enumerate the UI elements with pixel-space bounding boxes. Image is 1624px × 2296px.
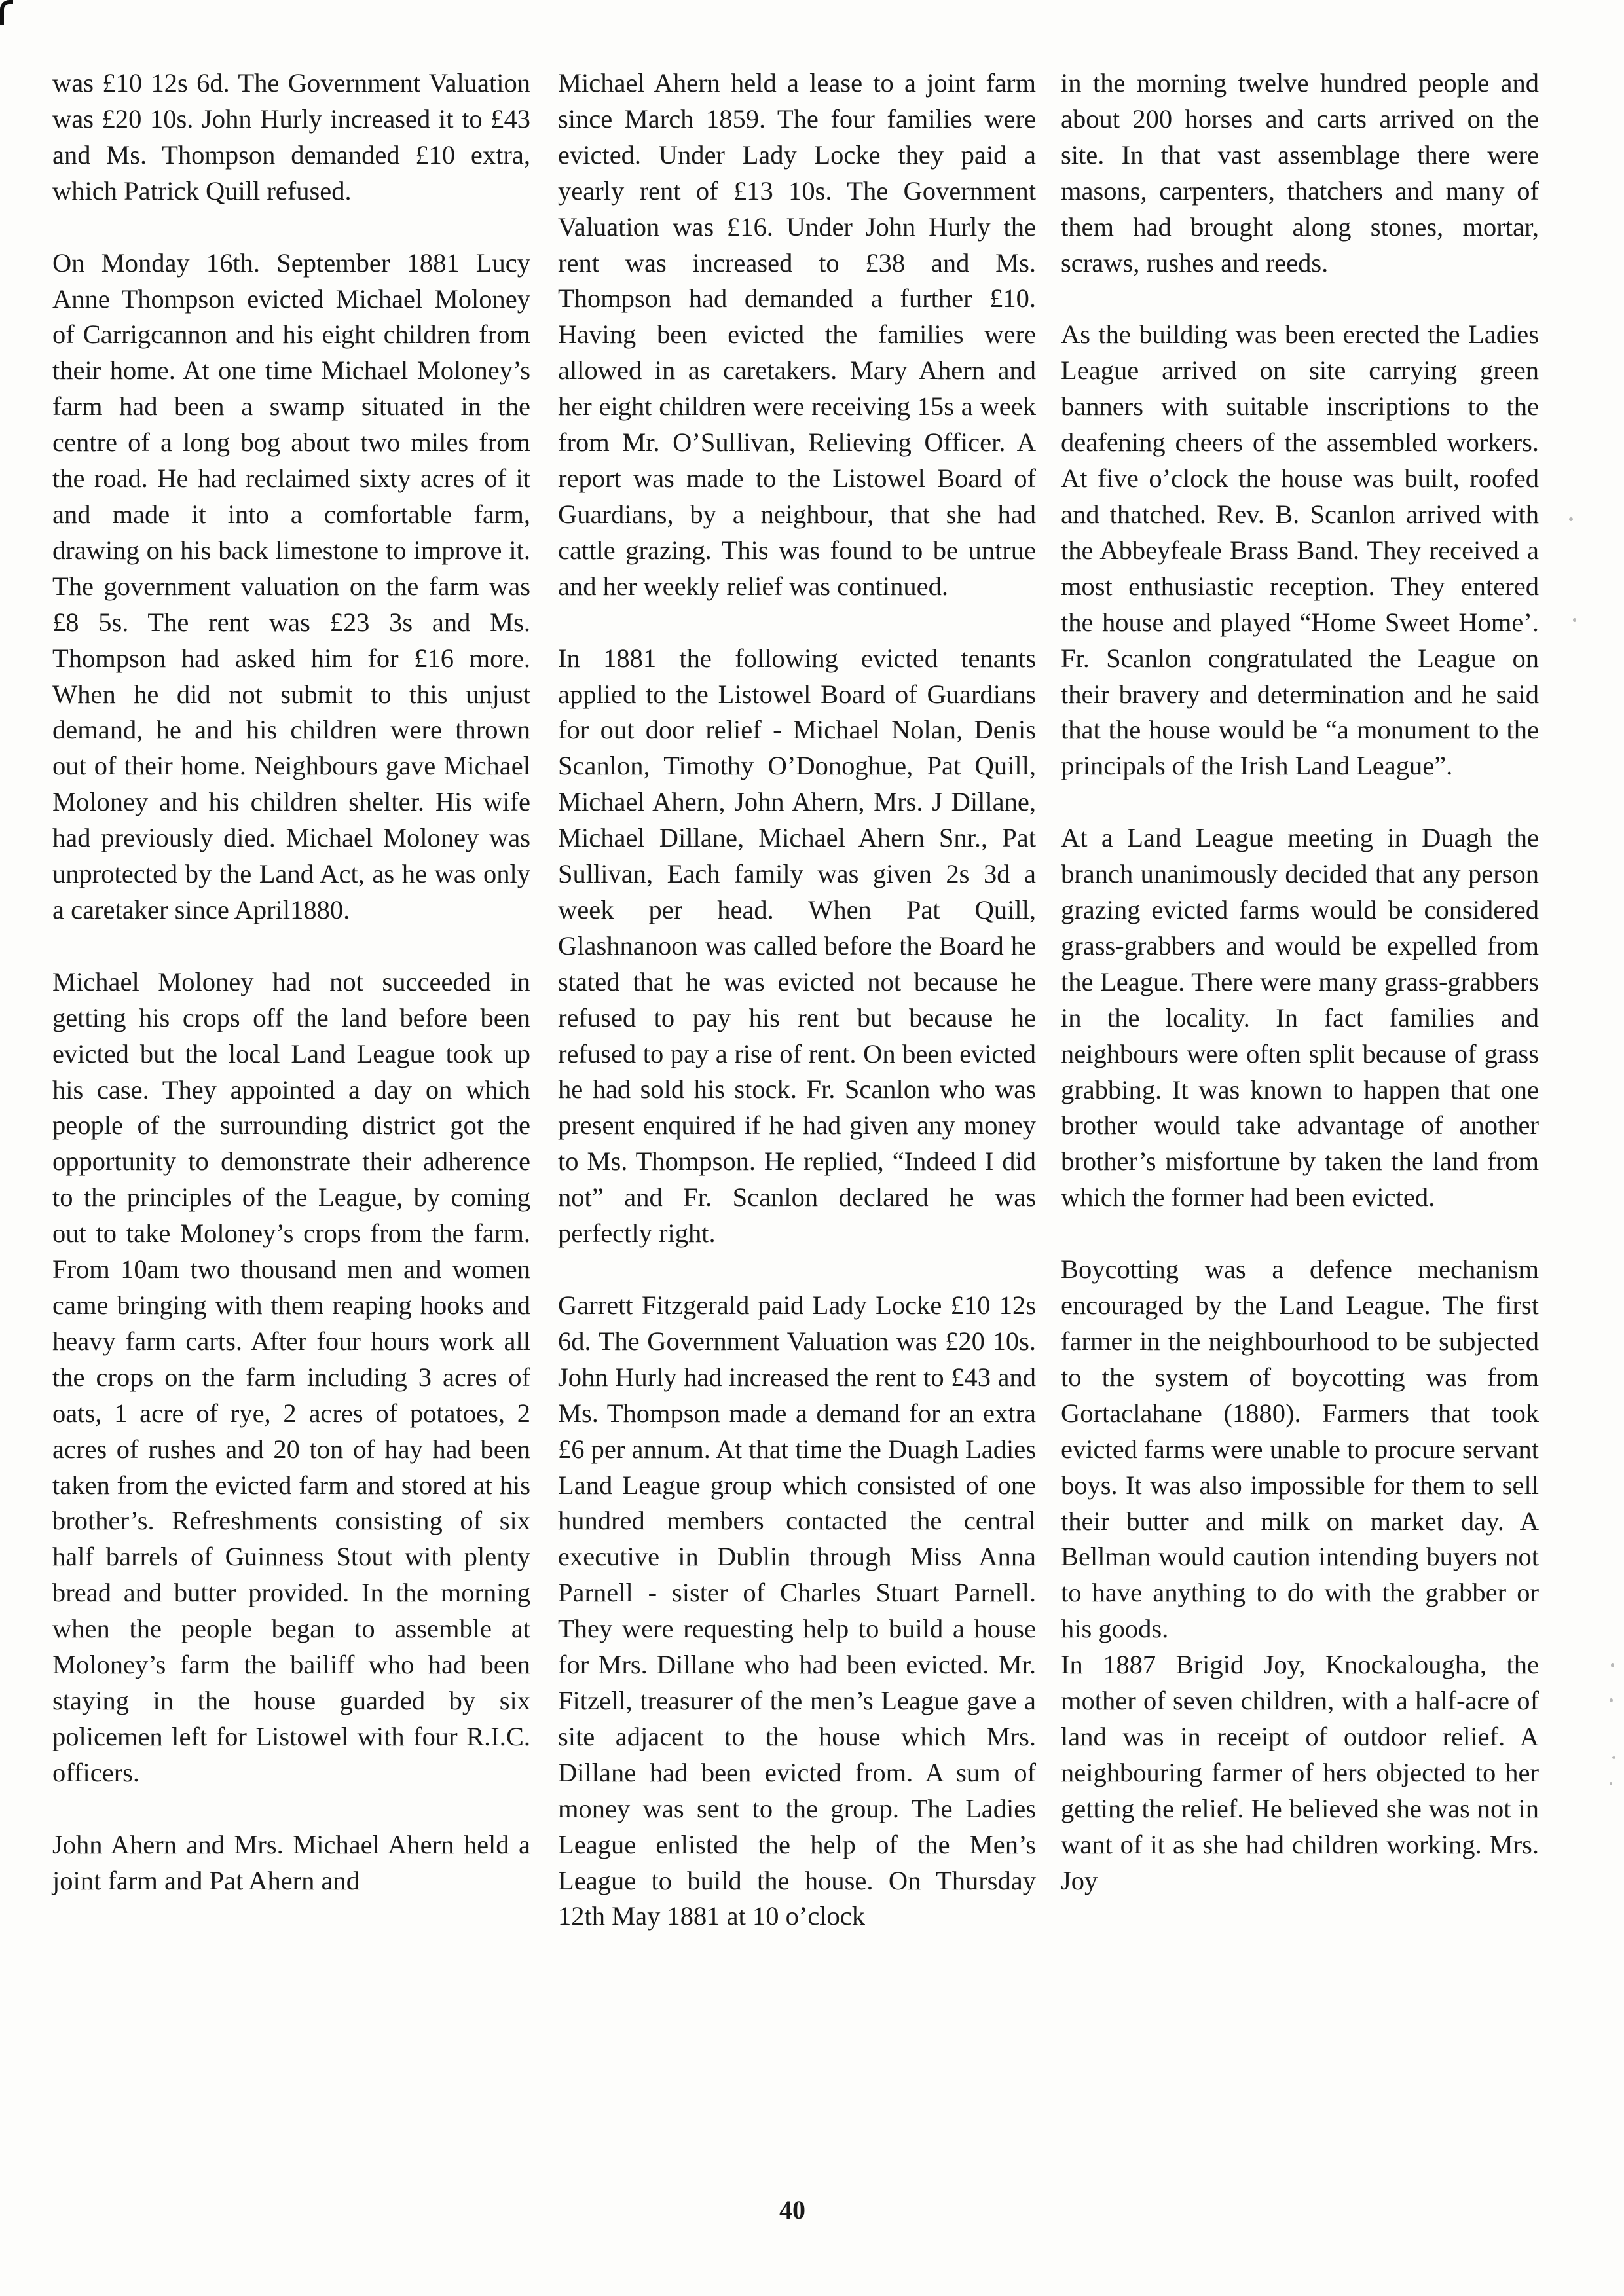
scan-speck (1612, 1756, 1615, 1759)
paragraph: At a Land League meeting in Duagh the branch unanimously decided that any person grazing evicted farms would be considered grass-grabbers and would be expelled from the League. There were many grass-grabbers in the locality. In fact families and neighbours were often split because of grass grabbing. It was known to happen that one brother would take advantage of another brother’s misfortune by taken the land from which the former had been evicted. (1061, 823, 1539, 1212)
scan-speck (1610, 1698, 1613, 1702)
paragraph: Michael Moloney had not succeeded in getting his crops off the land before been evicted but the local Land League took up his case. They appointed a day on which people of the surrounding district got the opportunity to demonstrate their adherence to the principles of the League, by coming out to take Moloney’s crops from the farm. From 10am two thousand men and women came bringing with them reaping hooks and heavy farm carts. After four hours work all the crops on the farm including 3 acres of oats, 1 acre of rye, 2 acres of potatoes, 2 acres of rushes and 20 ton of hay had been taken from the evicted farm and stored at his brother’s. Refreshments consisting of six half barrels of Guinness Stout with plenty bread and butter provided. In the morning when the people began to assemble at Moloney’s farm the bailiff who had been staying in the house guarded by six policemen left for Listowel with four R.I.C. officers. (52, 966, 530, 1787)
scan-speck (1610, 1782, 1612, 1785)
paragraph: in the morning twelve hundred people and about 200 horses and carts arrived on the site. In that vast assemblage there were masons, carpenters, thatchers and many of them had brought along stones, mortar, scraws, rushes and reeds. (1061, 68, 1539, 278)
paragraph: Garrett Fitzgerald paid Lady Locke £10 12s 6d. The Government Valuation was £20 10s. John Hurly had increased the rent to £43 and Ms. Thompson made a demand for an extra £6 per annum. At that time the Duagh Ladies Land League group which consisted of one hundred members contacted the central executive in Dublin through Miss Anna Parnell - sister of Charles Stuart Parnell. They were requesting help to build a house for Mrs. Dillane who had been evicted. Mr. Fitzell, treasurer of the men’s League gave a site adjacent to the house which Mrs. Dillane had been evicted from. A sum of money was sent to the group. The Ladies League enlisted the help of the Men’s League to build the house. On Thursday 12th May 1881 at 10 o’clock (558, 1290, 1036, 1931)
scan-speck (1573, 618, 1576, 622)
paragraph: In 1881 the following evicted tenants applied to the Listowel Board of Guardians for out door relief - Michael Nolan, Denis Scanlon, Timothy O’Donoghue, Pat Quill, Michael Ahern, John Ahern, Mrs. J Dillane, Michael Dillane, Michael Ahern Snr., Pat Sullivan, Each family was given 2s 3d a week per head. When Pat Quill, Glashnanoon was called before the Board he stated that he was evicted not because he refused to pay his rent but because he refused to pay a rise of rent. On been evicted he had sold his stock. Fr. Scanlon who was present enquired if he had given any money to Ms. Thompson. He replied, “Indeed I did not” and Fr. Scanlon declared he was perfectly right. (558, 643, 1036, 1248)
paragraph: Boycotting was a defence mechanism encouraged by the Land League. The first farmer in the neighbourhood to be subjected to the system of boycotting was from Gortaclahane (1880). Farmers that took evicted farms were unable to procure servant boys. It was also impossible for them to sell their butter and milk on market day. A Bellman would caution intending buyers not to have anything to do with the grabber or his goods. (1061, 1254, 1539, 1644)
paragraph: In 1887 Brigid Joy, Knockalougha, the mother of seven children, with a half-acre of land was in receipt of outdoor relief. A neighbouring farmer of hers objected to her getting the relief. He believed she was not in want of it as she had children working. Mrs. Joy (1061, 1650, 1539, 1895)
paragraph: As the building was been erected the Ladies League arrived on site carrying green banners with suitable inscriptions to the deafening cheers of the assembled workers. At five o’clock the house was built, roofed and thatched. Rev. B. Scanlon arrived with the Abbeyfeale Brass Band. They received a most enthusiastic reception. They entered the house and played “Home Sweet Home’. Fr. Scanlon congratulated the League on their bravery and determination and he said that the house would be “a monument to the principals of the Irish Land League”. (1061, 319, 1539, 781)
page-number: 40 (779, 2195, 805, 2225)
paragraph: was £10 12s 6d. The Government Valuation was £20 10s. John Hurly increased it to £43 and Ms. Thompson demanded £10 extra, which Patrick Quill refused. (52, 68, 530, 206)
paragraph: Michael Ahern held a lease to a joint farm since March 1859. The four families were evicted. Under Lady Locke they paid a yearly rent of £13 10s. The Government Valuation was £16. Under John Hurly the rent was increased to £38 and Ms. Thompson had demanded a further £10. Having been evicted the families were allowed in as caretakers. Mary Ahern and her eight children were receiving 15s a week from Mr. O’Sullivan, Relieving Officer. A report was made to the Listowel Board of Guardians, by a neighbour, that she had cattle grazing. This was found to be untrue and her weekly relief was continued. (558, 68, 1036, 601)
scan-speck (1611, 1663, 1614, 1667)
paragraph: On Monday 16th. September 1881 Lucy Anne Thompson evicted Michael Moloney of Carrigcannon and his eight children from their home. At one time Michael Moloney’s farm had been a swamp situated in the centre of a long bog about two miles from the road. He had reclaimed sixty acres of it and made it into a comfortable farm, drawing on his back limestone to improve it. The government valuation on the farm was £8 5s. The rent was £23 3s and Ms. Thompson had asked him for £16 more. When he did not submit to this unjust demand, he and his children were thrown out of their home. Neighbours gave Michael Moloney and his children shelter. His wife had previously died. Michael Moloney was unprotected by the Land Act, as he was only a caretaker since April1880. (52, 247, 530, 924)
text-column-3 (1061, 65, 1539, 1935)
text-column-1 (52, 65, 530, 1935)
scan-speck (1569, 517, 1573, 521)
text-column-2 (558, 65, 1036, 1971)
scan-corner-mark (0, 0, 13, 25)
paragraph: John Ahern and Mrs. Michael Ahern held a joint farm and Pat Ahern and (52, 1829, 530, 1895)
